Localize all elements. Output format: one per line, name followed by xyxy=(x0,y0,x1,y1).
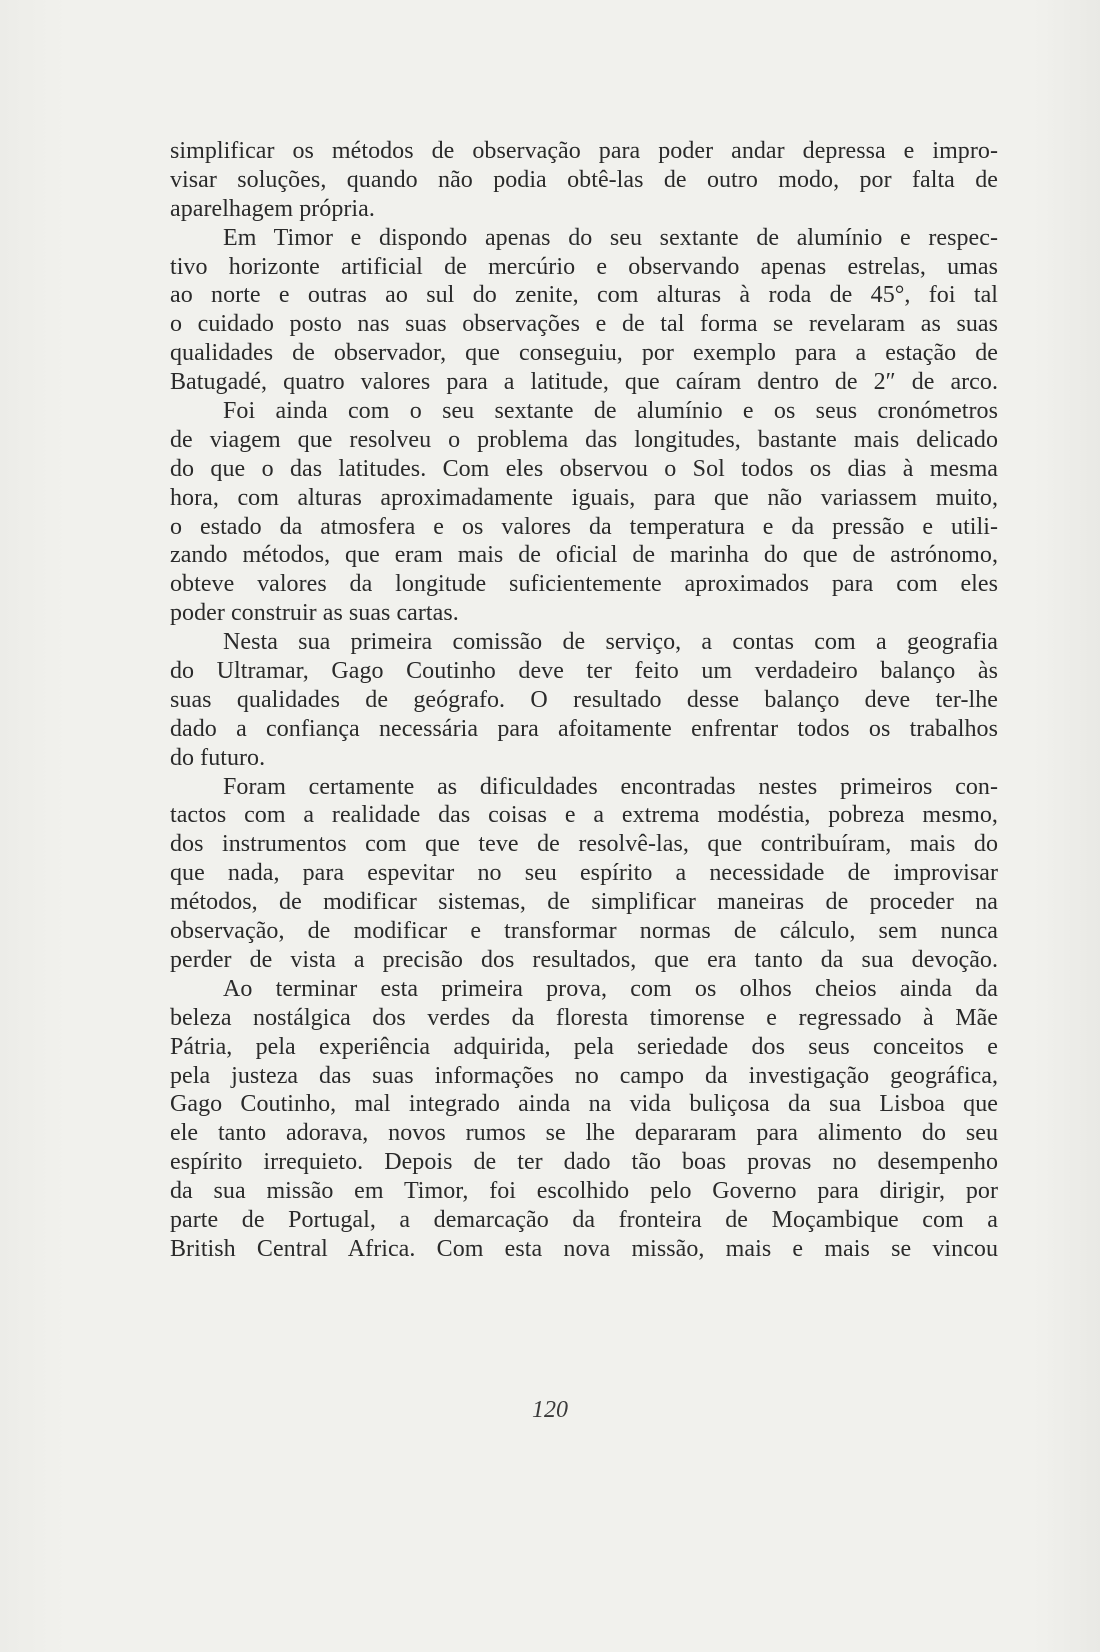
text-line: que nada, para espevitar no seu espírito a necessidade de improvisar xyxy=(170,860,998,887)
text-line: ao norte e outras ao sul do zenite, com alturas à roda de 45°, foi tal xyxy=(170,282,998,309)
text-line: pela justeza das suas informações no campo da investigação geográfica, xyxy=(170,1062,998,1089)
text-line: Pátria, pela experiência adquirida, pela seriedade dos seus conceitos e xyxy=(170,1033,998,1060)
text-line: do Ultramar, Gago Coutinho deve ter feito um verdadeiro balanço às xyxy=(170,658,998,685)
text-line: obteve valores da longitude suficientemente aproximados para com eles xyxy=(170,571,998,598)
text-line: British Central Africa. Com esta nova missão, mais e mais se vincou xyxy=(170,1235,998,1262)
text-line: visar soluções, quando não podia obtê-las de outro modo, por falta de xyxy=(170,166,998,193)
page-number: 120 xyxy=(532,1397,568,1423)
text-line: tivo horizonte artificial de mercúrio e observando apenas estrelas, umas xyxy=(170,253,998,280)
text-line: do que o das latitudes. Com eles observou o Sol todos os dias à mesma xyxy=(170,455,998,482)
text-line: Foram certamente as dificuldades encontradas nestes primeiros con- xyxy=(223,773,998,800)
text-line: Ao terminar esta primeira prova, com os olhos cheios ainda da xyxy=(223,975,998,1002)
text-line: perder de vista a precisão dos resultados, que era tanto da sua devoção. xyxy=(170,946,998,973)
text-line: espírito irrequieto. Depois de ter dado tão boas provas no desempenho xyxy=(170,1149,998,1176)
text-line: hora, com alturas aproximadamente iguais, para que não variassem muito, xyxy=(170,484,998,511)
text-line: Nesta sua primeira comissão de serviço, a contas com a geografia xyxy=(223,629,998,656)
text-line: da sua missão em Timor, foi escolhido pelo Governo para dirigir, por xyxy=(170,1178,998,1205)
text-line: métodos, de modificar sistemas, de simplificar maneiras de proceder na xyxy=(170,889,998,916)
text-line: tactos com a realidade das coisas e a extrema modéstia, pobreza mesmo, xyxy=(170,802,998,829)
text-line: observação, de modificar e transformar normas de cálculo, sem nunca xyxy=(170,918,998,945)
text-line: beleza nostálgica dos verdes da floresta timorense e regressado à Mãe xyxy=(170,1004,998,1031)
text-line: ele tanto adorava, novos rumos se lhe depararam para alimento do seu xyxy=(170,1120,998,1147)
text-line: do futuro. xyxy=(170,744,266,771)
text-line: suas qualidades de geógrafo. O resultado desse balanço deve ter-lhe xyxy=(170,686,998,713)
text-line: o cuidado posto nas suas observações e de tal forma se revelaram as suas xyxy=(170,311,998,338)
body-text xyxy=(170,137,998,1264)
text-line: poder construir as suas cartas. xyxy=(170,600,459,627)
text-line: simplificar os métodos de observação para poder andar depressa e impro- xyxy=(170,138,998,164)
text-line: Foi ainda com o seu sextante de alumínio e os seus cronómetros xyxy=(223,398,998,425)
text-line: Batugadé, quatro valores para a latitude, que caíram dentro de 2″ de arco. xyxy=(170,369,998,396)
text-line: dos instrumentos com que teve de resolvê-las, que contribuíram, mais do xyxy=(170,831,998,858)
text-line: Gago Coutinho, mal integrado ainda na vida buliçosa da sua Lisboa que xyxy=(170,1091,998,1118)
text-line: aparelhagem própria. xyxy=(170,195,375,222)
text-line: de viagem que resolveu o problema das longitudes, bastante mais delicado xyxy=(170,426,998,453)
text-line: dado a confiança necessária para afoitamente enfrentar todos os trabalhos xyxy=(170,715,998,742)
text-line: o estado da atmosfera e os valores da temperatura e da pressão e utili- xyxy=(170,513,998,540)
text-line: parte de Portugal, a demarcação da fronteira de Moçambique com a xyxy=(170,1206,998,1233)
text-line: zando métodos, que eram mais de oficial de marinha do que de astrónomo, xyxy=(170,542,998,569)
text-line: Em Timor e dispondo apenas do seu sextante de alumínio e respec- xyxy=(223,224,998,251)
text-line: qualidades de observador, que conseguiu, por exemplo para a estação de xyxy=(170,340,998,367)
